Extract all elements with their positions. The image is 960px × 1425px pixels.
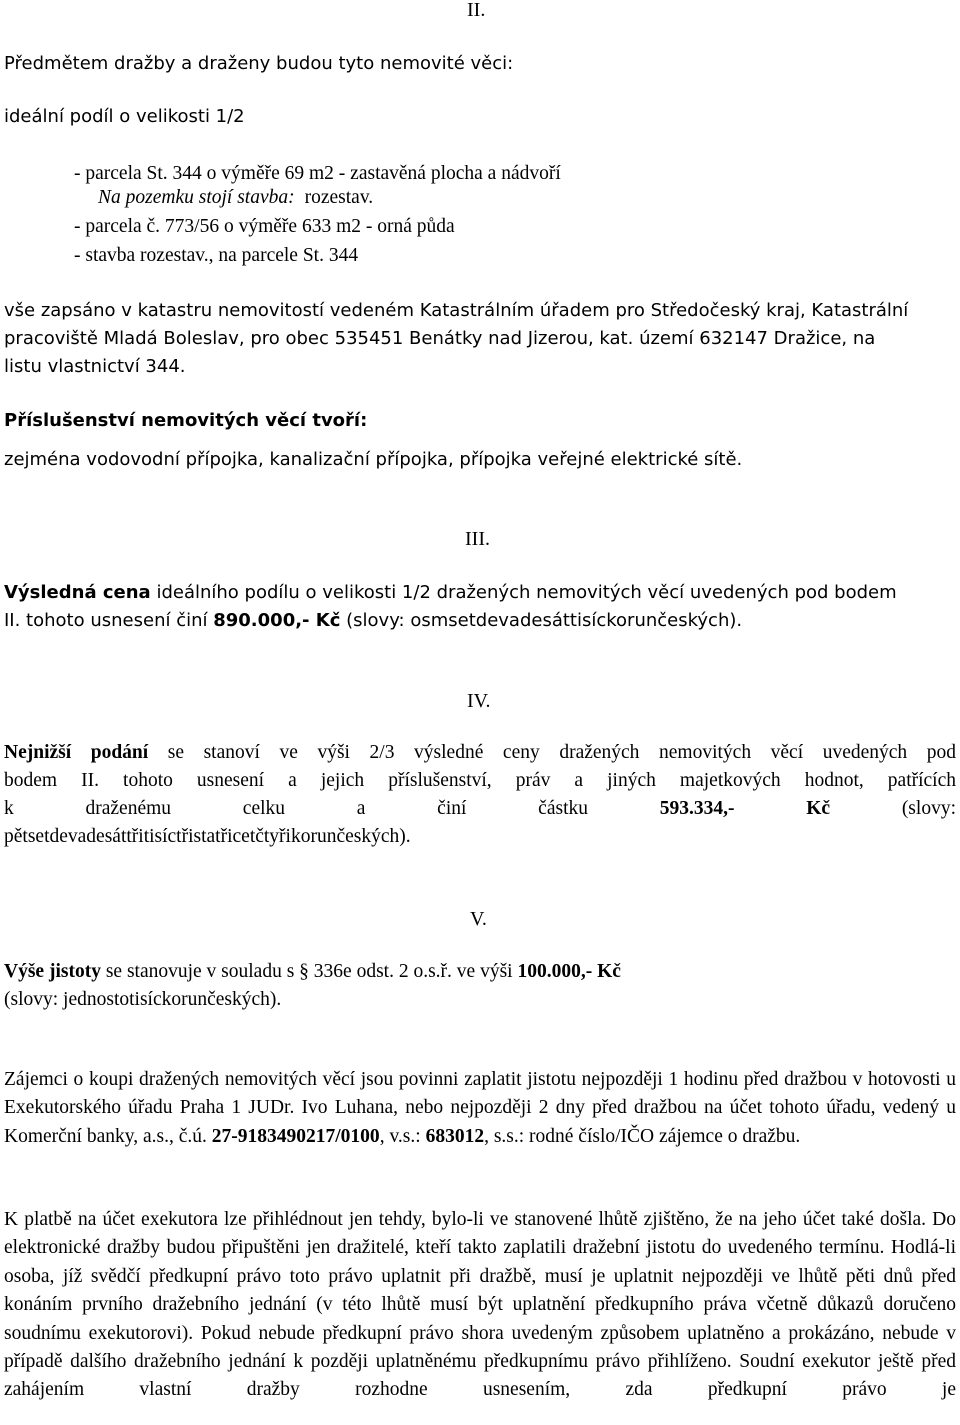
structure-label: Na pozemku stojí stavba: [98, 187, 295, 208]
section-ii-heading: II. [467, 0, 486, 21]
min-bid-line-1: Nejnižší podání se stanoví ve výši 2/3 výsledné ceny dražených nemovitých věcí uvedených pod [4, 742, 956, 763]
account-number: 27-9183490217/0100 [211, 1125, 380, 1147]
price-amount: 890.000,- Kč [213, 610, 341, 631]
accessories-title: Příslušenství nemovitých věcí tvoří: [4, 410, 368, 431]
price-line-2: II. tohoto usnesení činí 890.000,- Kč (slovy: osmsetdevadesáttisíckorunčeských). [4, 610, 743, 631]
deposit-line-2: (slovy: jednostotisíckorunčeských). [4, 989, 282, 1010]
min-bid-line-2: bodem II. tohoto usnesení a jejich příslušenství, práv a jiných majetkových hodnot, patřících [4, 770, 956, 791]
share-line: ideální podíl o velikosti 1/2 [4, 106, 245, 127]
min-bid-amount: 593.334,- Kč [659, 798, 831, 819]
price-line-1: Výsledná cena ideálního podílu o velikosti 1/2 dražených nemovitých věcí uvedených pod bodem [4, 582, 897, 603]
registry-line: listu vlastnictví 344. [4, 356, 186, 377]
subject-intro: Předmětem dražby a draženy budou tyto nemovité věci: [4, 53, 514, 74]
registry-line: vše zapsáno v katastru nemovitostí vedeném Katastrálním úřadem pro Středočeský kraj, Katastrální [4, 300, 909, 321]
list-item: - stavba rozestav., na parcele St. 344 [74, 245, 359, 266]
min-bid-line-3: k draženému celku a činí částku 593.334,- Kč (slovy: [4, 798, 956, 819]
preemption-paragraph: K platbě na účet exekutora lze přihlédnout jen tehdy, bylo-li ve stanovené lhůtě zjištěno, že na jeho účet také došla. Do elektronické dražby budou připuštěni jen dražitelé, kteří takto zaplatili dražební jistotu do uvedeného termínu. Hodlá-li osoba, jíž svědčí předkupní právo toto právo uplatnit při dražbě, musí je uplatnit nejpozději ve lhůtě pěti dnů před konáním prvního dražebního jednání (v této lhůtě musí být uplatnění předkupního práva včetně důkazů doručeno soudnímu exekutorovi). Pokud nebude předkupní právo shora uvedeným způsobem uplatněno a prokázáno, nebude v případě dalšího dražebního jednání k později uplatněnému předkupnímu právo přihlíženo. Soudní exekutor ještě před zahájením vlastní dražby rozhodne usnesením, zda předkupní právo je [4, 1209, 956, 1401]
list-item: - parcela St. 344 o výměře 69 m2 - zastavěná plocha a nádvoří [74, 163, 561, 184]
variable-symbol: 683012 [425, 1125, 485, 1147]
section-v-heading: V. [470, 908, 487, 930]
accessories-text: zejména vodovodní přípojka, kanalizační přípojka, přípojka veřejné elektrické sítě. [4, 449, 743, 470]
min-bid-label: Nejnižší podání [4, 742, 149, 763]
list-item-note [98, 186, 373, 210]
registry-line: pracoviště Mladá Boleslav, pro obec 535451 Benátky nad Jizerou, kat. území 632147 Dražice, na [4, 328, 876, 349]
section-iv-heading: IV. [467, 690, 491, 712]
structure-value: rozestav. [304, 187, 374, 208]
deposit-label: Výše jistoty [4, 961, 101, 982]
list-item: - parcela č. 773/56 o výměře 633 m2 - orná půda [74, 216, 455, 237]
deposit-payment-paragraph: Zájemci o koupi dražených nemovitých věcí jsou povinni zaplatit jistotu nejpozději 1 hodinu před dražbou v hotovosti u Exekutorského úřadu Praha 1 JUDr. Ivo Luhana, nebo nejpozději 2 dny před dražbou na účet tohoto úřadu, vedený u Komerční banky, a.s., č.ú. 27-9183490217/0100, v.s.: 683012, s.s.: rodné číslo/IČO zájemce o dražbu. [4, 1069, 956, 1147]
min-bid-line-4: pětsetdevadesáttřitisíctřistatřicetčtyřikorunčeských). [4, 826, 411, 847]
deposit-amount: 100.000,- Kč [517, 961, 621, 982]
price-label: Výsledná cena [4, 582, 151, 603]
section-iii-heading: III. [465, 528, 490, 550]
deposit-line-1: Výše jistoty se stanovuje v souladu s § 336e odst. 2 o.s.ř. ve výši 100.000,- Kč [4, 961, 621, 982]
